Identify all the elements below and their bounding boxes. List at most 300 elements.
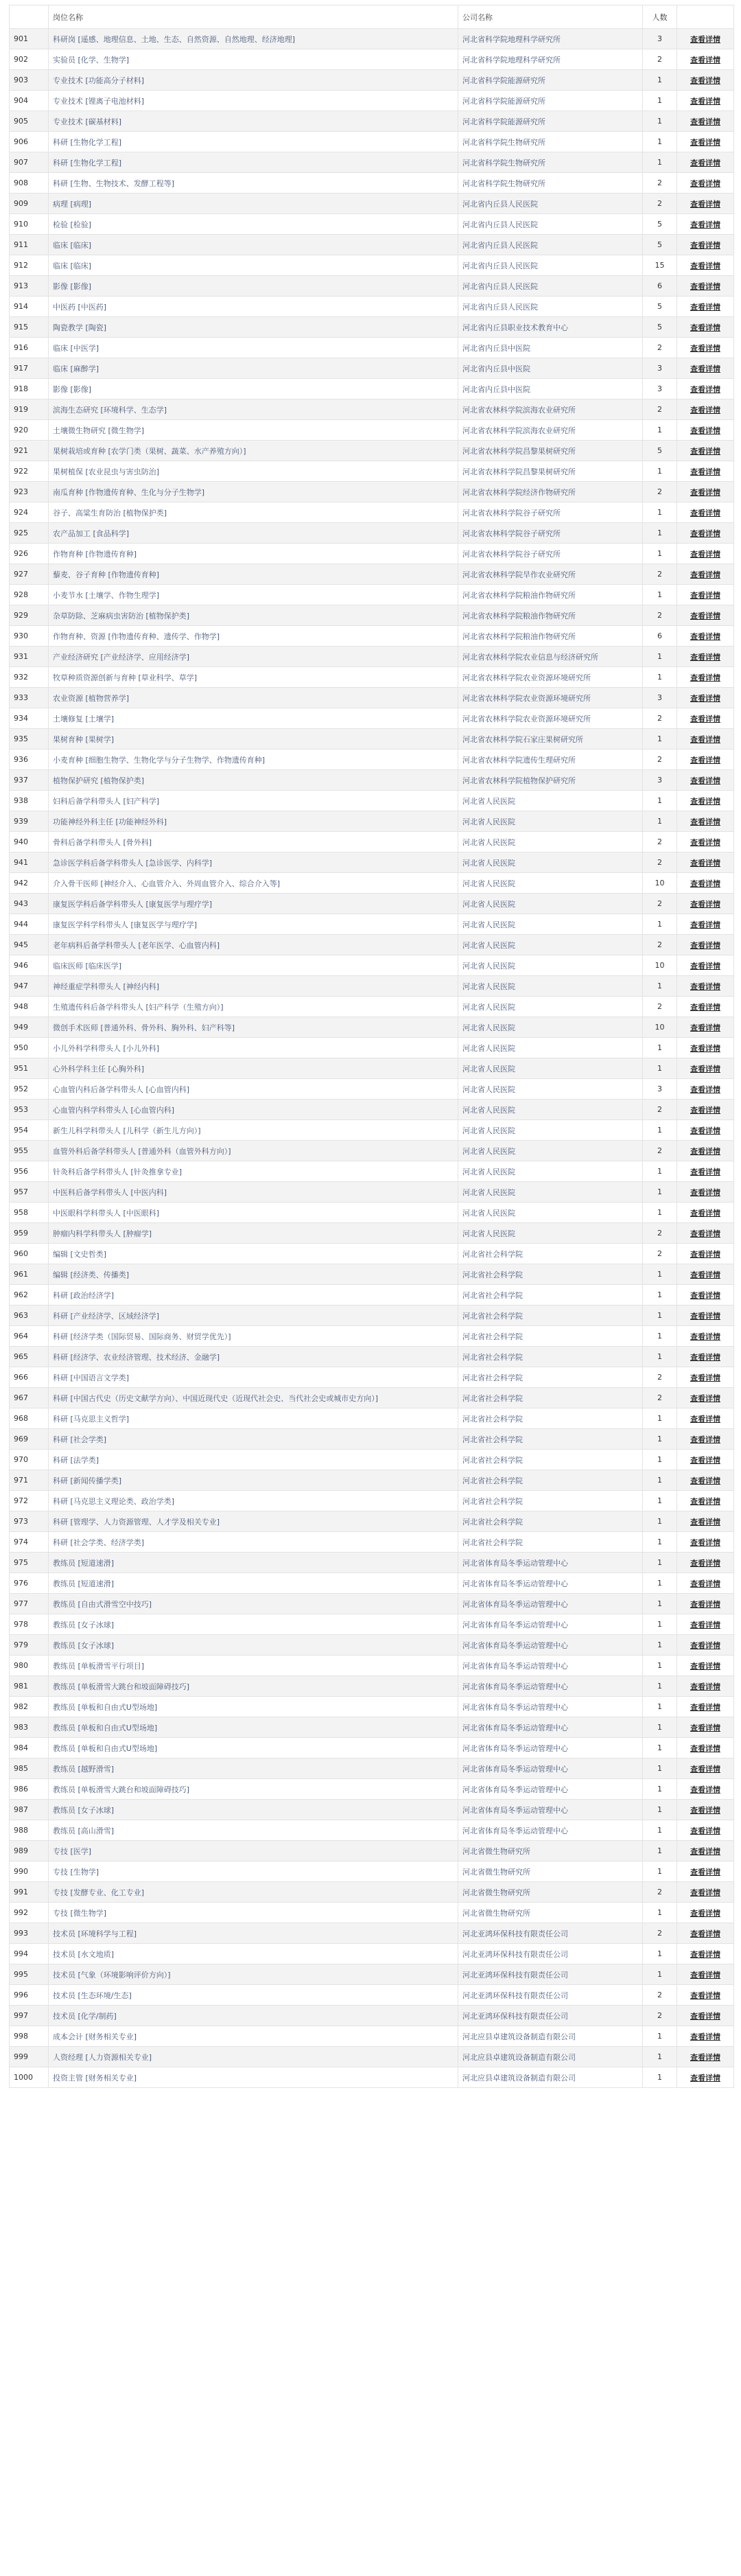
row-index: 919 [10,399,49,420]
row-index: 912 [10,255,49,276]
view-details-link[interactable]: 查看详情 [690,1229,720,1238]
row-position: 临床 [麻醉学] [49,358,458,379]
row-action [677,1553,734,1573]
row-position: 妇科后备学科带头人 [妇产科学] [49,791,458,811]
row-action [677,1841,734,1861]
table-row [10,1759,734,1779]
table-row [10,1820,734,1841]
row-company: 河北省农林科学院谷子研究所 [458,523,643,544]
row-position: 专技 [发酵专业、化工专业] [49,1882,458,1903]
row-index: 906 [10,132,49,152]
view-details-link[interactable]: 查看详情 [690,1517,720,1527]
view-details-link[interactable]: 查看详情 [690,1826,720,1835]
view-details-link[interactable]: 查看详情 [690,384,720,394]
view-details-link[interactable]: 查看详情 [690,590,720,600]
table-row [10,955,734,976]
row-action [677,441,734,461]
view-details-link[interactable]: 查看详情 [690,2073,720,2082]
row-index: 992 [10,1903,49,1923]
row-count: 2 [643,1244,677,1264]
table-row [10,873,734,894]
row-position: 果树植保 [农业昆虫与害虫防治] [49,461,458,482]
row-count: 2 [643,1141,677,1161]
row-company: 河北省人民医院 [458,1223,643,1244]
row-position: 肿瘤内科学科带头人 [肿瘤学] [49,1223,458,1244]
row-action [677,132,734,152]
row-index: 977 [10,1594,49,1614]
view-details-link[interactable]: 查看详情 [690,446,720,456]
row-company: 河北省农林科学院昌黎果树研究所 [458,441,643,461]
row-index: 940 [10,832,49,852]
row-count: 5 [643,235,677,255]
table-row [10,91,734,111]
row-company: 河北省人民医院 [458,894,643,914]
view-details-link[interactable]: 查看详情 [690,1929,720,1938]
view-details-link[interactable]: 查看详情 [690,281,720,291]
row-action [677,647,734,667]
row-company: 河北省人民医院 [458,1017,643,1038]
row-index: 970 [10,1450,49,1470]
row-position: 科研 [政治经济学] [49,1285,458,1306]
view-details-link[interactable]: 查看详情 [690,549,720,559]
row-position: 滨海生态研究 [环境科学、生态学] [49,399,458,420]
view-details-link[interactable]: 查看详情 [690,1538,720,1547]
header-position: 岗位名称 [49,5,458,29]
row-position: 科研岗 [遥感、地理信息、土地、生态、自然资源、自然地理、经济地理] [49,29,458,49]
row-action [677,914,734,935]
view-details-link[interactable]: 查看详情 [690,570,720,579]
row-count: 1 [643,132,677,152]
view-details-link[interactable]: 查看详情 [690,220,720,229]
row-company: 河北省内丘县人民医院 [458,214,643,235]
row-action [677,1141,734,1161]
row-position: 投资主管 [财务相关专业] [49,2067,458,2088]
row-count: 1 [643,1161,677,1182]
view-details-link[interactable]: 查看详情 [690,1867,720,1877]
row-company: 河北省科学院能源研究所 [458,111,643,132]
row-position: 介入骨干医师 [神经介入、心血管介入、外周血管介入、综合介入等] [49,873,458,894]
row-index: 986 [10,1779,49,1800]
view-details-link[interactable]: 查看详情 [690,961,720,971]
row-count: 5 [643,441,677,461]
row-company: 河北省人民医院 [458,914,643,935]
table-row [10,441,734,461]
row-count: 2 [643,338,677,358]
view-details-link[interactable]: 查看详情 [690,2032,720,2041]
row-action [677,1203,734,1223]
row-action [677,276,734,297]
view-details-link[interactable]: 查看详情 [690,1455,720,1465]
row-action [677,873,734,894]
row-company: 河北省体育局冬季运动管理中心 [458,1573,643,1594]
row-count: 10 [643,955,677,976]
table-row [10,626,734,647]
row-count: 1 [643,1964,677,1985]
row-position: 教练员 [短道速滑] [49,1573,458,1594]
view-details-link[interactable]: 查看详情 [690,1743,720,1753]
view-details-link[interactable]: 查看详情 [690,652,720,662]
view-details-link[interactable]: 查看详情 [690,1476,720,1485]
row-company: 河北省内丘县人民医院 [458,194,643,214]
row-count: 1 [643,1841,677,1861]
row-position: 土壤修复 [土壤学] [49,708,458,729]
row-index: 991 [10,1882,49,1903]
view-details-link[interactable]: 查看详情 [690,529,720,538]
row-position: 心外科学科主任 [心胸外科] [49,1058,458,1079]
view-details-link[interactable]: 查看详情 [690,1332,720,1341]
view-details-link[interactable]: 查看详情 [690,940,720,950]
view-details-link[interactable]: 查看详情 [690,631,720,641]
row-action [677,894,734,914]
table-row [10,132,734,152]
view-details-link[interactable]: 查看详情 [690,673,720,682]
view-details-link[interactable]: 查看详情 [690,858,720,868]
row-company: 河北省内丘县人民医院 [458,297,643,317]
view-details-link[interactable]: 查看详情 [690,1991,720,2000]
row-action [677,2067,734,2088]
row-count: 2 [643,852,677,873]
row-count: 1 [643,1697,677,1717]
view-details-link[interactable]: 查看详情 [690,1373,720,1382]
view-details-link[interactable]: 查看详情 [690,96,720,106]
view-details-link[interactable]: 查看详情 [690,714,720,723]
table-row [10,420,734,441]
table-row [10,1367,734,1388]
row-position: 杂草防除、芝麻病虫害防治 [植物保护类] [49,605,458,626]
row-company: 河北省科学院地理科学研究所 [458,49,643,70]
row-count: 1 [643,502,677,523]
row-count: 1 [643,111,677,132]
table-row [10,852,734,873]
view-details-link[interactable]: 查看详情 [690,1126,720,1135]
view-details-link[interactable]: 查看详情 [690,240,720,250]
table-row [10,338,734,358]
view-details-link[interactable]: 查看详情 [690,487,720,497]
row-position: 成本会计 [财务相关专业] [49,2026,458,2047]
row-action [677,791,734,811]
row-count: 1 [643,2067,677,2088]
view-details-link[interactable]: 查看详情 [690,1496,720,1506]
row-count: 1 [643,1347,677,1367]
row-action [677,1738,734,1759]
row-action [677,955,734,976]
row-position: 老年病科后备学科带头人 [老年医学、心血管内科] [49,935,458,955]
view-details-link[interactable]: 查看详情 [690,796,720,806]
row-action [677,379,734,399]
view-details-link[interactable]: 查看详情 [690,323,720,332]
table-row [10,1903,734,1923]
table-row [10,832,734,852]
view-details-link[interactable]: 查看详情 [690,611,720,620]
view-details-link[interactable]: 查看详情 [690,34,720,44]
view-details-link[interactable]: 查看详情 [690,734,720,744]
view-details-link[interactable]: 查看详情 [690,879,720,888]
row-company: 河北省体育局冬季运动管理中心 [458,1759,643,1779]
view-details-link[interactable]: 查看详情 [690,1414,720,1424]
view-details-link[interactable]: 查看详情 [690,1002,720,1012]
row-company: 河北省人民医院 [458,1038,643,1058]
view-details-link[interactable]: 查看详情 [690,1167,720,1176]
view-details-link[interactable]: 查看详情 [690,137,720,147]
row-count: 2 [643,564,677,585]
view-details-link[interactable]: 查看详情 [690,178,720,188]
row-position: 科研 [生物化学工程] [49,152,458,173]
row-action [677,626,734,647]
row-index: 983 [10,1717,49,1738]
view-details-link[interactable]: 查看详情 [690,199,720,209]
table-row [10,1697,734,1717]
view-details-link[interactable]: 查看详情 [690,426,720,435]
view-details-link[interactable]: 查看详情 [690,817,720,826]
table-row [10,647,734,667]
table-row [10,1532,734,1553]
row-count: 1 [643,70,677,91]
row-company: 河北省人民医院 [458,1203,643,1223]
table-body [10,29,734,2088]
row-position: 科研 [马克思主义哲学] [49,1408,458,1429]
view-details-link[interactable]: 查看详情 [690,982,720,991]
row-index: 931 [10,647,49,667]
view-details-link[interactable]: 查看详情 [690,261,720,270]
header-company: 公司名称 [458,5,643,29]
row-index: 994 [10,1944,49,1964]
row-position: 教练员 [女子冰球] [49,1614,458,1635]
view-details-link[interactable]: 查看详情 [690,1043,720,1053]
view-details-link[interactable]: 查看详情 [690,1661,720,1671]
view-details-link[interactable]: 查看详情 [690,1270,720,1279]
view-details-link[interactable]: 查看详情 [690,1084,720,1094]
row-count: 3 [643,688,677,708]
row-action [677,2006,734,2026]
view-details-link[interactable]: 查看详情 [690,1249,720,1259]
view-details-link[interactable]: 查看详情 [690,1311,720,1321]
row-position: 心血管内科后备学科带头人 [心血管内科] [49,1079,458,1100]
view-details-link[interactable]: 查看详情 [690,776,720,785]
row-count: 1 [643,1800,677,1820]
row-count: 2 [643,1985,677,2006]
view-details-link[interactable]: 查看详情 [690,76,720,85]
row-position: 人资经理 [人力资源相关专业] [49,2047,458,2067]
row-action [677,1367,734,1388]
table-row [10,2067,734,2088]
row-action [677,997,734,1017]
row-company: 河北省科学院生物研究所 [458,132,643,152]
job-table-container [9,5,733,2088]
view-details-link[interactable]: 查看详情 [690,920,720,929]
row-count: 1 [643,1676,677,1697]
view-details-link[interactable]: 查看详情 [690,755,720,765]
row-position: 心血管内科学科带头人 [心血管内科] [49,1100,458,1120]
row-index: 980 [10,1656,49,1676]
view-details-link[interactable]: 查看详情 [690,1187,720,1197]
view-details-link[interactable]: 查看详情 [690,158,720,167]
row-count: 1 [643,544,677,564]
row-index: 904 [10,91,49,111]
table-row [10,49,734,70]
row-company: 河北省农林科学院经济作物研究所 [458,482,643,502]
row-action [677,2026,734,2047]
row-position: 骨科后备学科带头人 [骨外科] [49,832,458,852]
row-count: 1 [643,1944,677,1964]
view-details-link[interactable]: 查看详情 [690,1208,720,1218]
view-details-link[interactable]: 查看详情 [690,364,720,373]
view-details-link[interactable]: 查看详情 [690,302,720,312]
row-count: 2 [643,173,677,194]
row-company: 河北省社会科学院 [458,1367,643,1388]
view-details-link[interactable]: 查看详情 [690,1764,720,1774]
table-row [10,935,734,955]
row-index: 989 [10,1841,49,1861]
view-details-link[interactable]: 查看详情 [690,1682,720,1691]
view-details-link[interactable]: 查看详情 [690,1558,720,1568]
view-details-link[interactable]: 查看详情 [690,2011,720,2021]
row-action [677,152,734,173]
view-details-link[interactable]: 查看详情 [690,2052,720,2062]
table-row [10,502,734,523]
row-action [677,1470,734,1491]
row-count: 2 [643,49,677,70]
row-count: 1 [643,420,677,441]
row-position: 科研 [中国语言文学类] [49,1367,458,1388]
row-position: 科研 [中国古代史（历史文献学方向）、中国近现代史（近现代社会史、当代社会史或城市史方向）] [49,1388,458,1408]
row-index: 949 [10,1017,49,1038]
row-action [677,420,734,441]
row-company: 河北省农林科学院粮油作物研究所 [458,585,643,605]
row-count: 1 [643,1408,677,1429]
view-details-link[interactable]: 查看详情 [690,1702,720,1712]
view-details-link[interactable]: 查看详情 [690,55,720,65]
view-details-link[interactable]: 查看详情 [690,1599,720,1609]
view-details-link[interactable]: 查看详情 [690,1290,720,1300]
view-details-link[interactable]: 查看详情 [690,1846,720,1856]
row-action [677,1594,734,1614]
row-action [677,811,734,832]
row-action [677,1656,734,1676]
view-details-link[interactable]: 查看详情 [690,837,720,847]
row-position: 科研 [马克思主义理论类、政治学类] [49,1491,458,1511]
row-action [677,1388,734,1408]
row-company: 河北省体育局冬季运动管理中心 [458,1738,643,1759]
row-count: 3 [643,770,677,791]
row-company: 河北省人民医院 [458,791,643,811]
view-details-link[interactable]: 查看详情 [690,899,720,909]
row-company: 河北省人民医院 [458,1079,643,1100]
row-index: 997 [10,2006,49,2026]
view-details-link[interactable]: 查看详情 [690,693,720,703]
row-index: 918 [10,379,49,399]
row-index: 920 [10,420,49,441]
view-details-link[interactable]: 查看详情 [690,1723,720,1732]
view-details-link[interactable]: 查看详情 [690,1805,720,1815]
row-action [677,708,734,729]
view-details-link[interactable]: 查看详情 [690,343,720,353]
table-row [10,1429,734,1450]
view-details-link[interactable]: 查看详情 [690,1949,720,1959]
row-action [677,1511,734,1532]
view-details-link[interactable]: 查看详情 [690,1579,720,1588]
row-position: 小儿外科学科带头人 [小儿外科] [49,1038,458,1058]
row-company: 河北省内丘县中医院 [458,379,643,399]
view-details-link[interactable]: 查看详情 [690,1352,720,1362]
table-row [10,894,734,914]
table-row [10,297,734,317]
table-row [10,1779,734,1800]
view-details-link[interactable]: 查看详情 [690,1435,720,1444]
table-row [10,1676,734,1697]
view-details-link[interactable]: 查看详情 [690,1023,720,1032]
table-row [10,194,734,214]
view-details-link[interactable]: 查看详情 [690,508,720,518]
table-row [10,173,734,194]
row-company: 河北省科学院生物研究所 [458,152,643,173]
row-company: 河北省微生物研究所 [458,1882,643,1903]
row-index: 962 [10,1285,49,1306]
view-details-link[interactable]: 查看详情 [690,1970,720,1980]
view-details-link[interactable]: 查看详情 [690,1640,720,1650]
row-position: 科研 [生物化学工程] [49,132,458,152]
row-index: 981 [10,1676,49,1697]
row-index: 968 [10,1408,49,1429]
row-position: 科研 [经济学、农业经济管理、技术经济、金融学] [49,1347,458,1367]
row-count: 1 [643,647,677,667]
row-action [677,1614,734,1635]
row-count: 1 [643,1820,677,1841]
row-index: 903 [10,70,49,91]
row-position: 教练员 [女子冰球] [49,1800,458,1820]
row-index: 916 [10,338,49,358]
row-index: 929 [10,605,49,626]
view-details-link[interactable]: 查看详情 [690,1064,720,1074]
row-position: 植物保护研究 [植物保护类] [49,770,458,791]
row-action [677,1285,734,1306]
view-details-link[interactable]: 查看详情 [690,1888,720,1897]
row-position: 技术员 [生态环境/生态] [49,1985,458,2006]
view-details-link[interactable]: 查看详情 [690,405,720,415]
row-action [677,482,734,502]
view-details-link[interactable]: 查看详情 [690,117,720,126]
table-row [10,1306,734,1326]
row-company: 河北省内丘县人民医院 [458,235,643,255]
view-details-link[interactable]: 查看详情 [690,467,720,476]
row-position: 教练员 [单板和自由式U型场地] [49,1697,458,1717]
table-row [10,482,734,502]
table-row [10,976,734,997]
table-row [10,29,734,49]
table-row [10,729,734,750]
row-index: 998 [10,2026,49,2047]
view-details-link[interactable]: 查看详情 [690,1620,720,1629]
view-details-link[interactable]: 查看详情 [690,1785,720,1794]
view-details-link[interactable]: 查看详情 [690,1105,720,1115]
row-index: 952 [10,1079,49,1100]
view-details-link[interactable]: 查看详情 [690,1146,720,1156]
row-company: 河北省农林科学院农业资源环境研究所 [458,688,643,708]
row-company: 河北省体育局冬季运动管理中心 [458,1553,643,1573]
row-position: 康复医学科学科带头人 [康复医学与理疗学] [49,914,458,935]
row-index: 974 [10,1532,49,1553]
row-action [677,1861,734,1882]
row-index: 936 [10,750,49,770]
table-row [10,564,734,585]
table-row [10,1491,734,1511]
row-count: 1 [643,1656,677,1676]
view-details-link[interactable]: 查看详情 [690,1908,720,1918]
view-details-link[interactable]: 查看详情 [690,1393,720,1403]
table-row [10,1923,734,1944]
row-position: 教练员 [越野滑雪] [49,1759,458,1779]
row-company: 河北应县卓建筑设备制造有限公司 [458,2067,643,2088]
table-row [10,1223,734,1244]
